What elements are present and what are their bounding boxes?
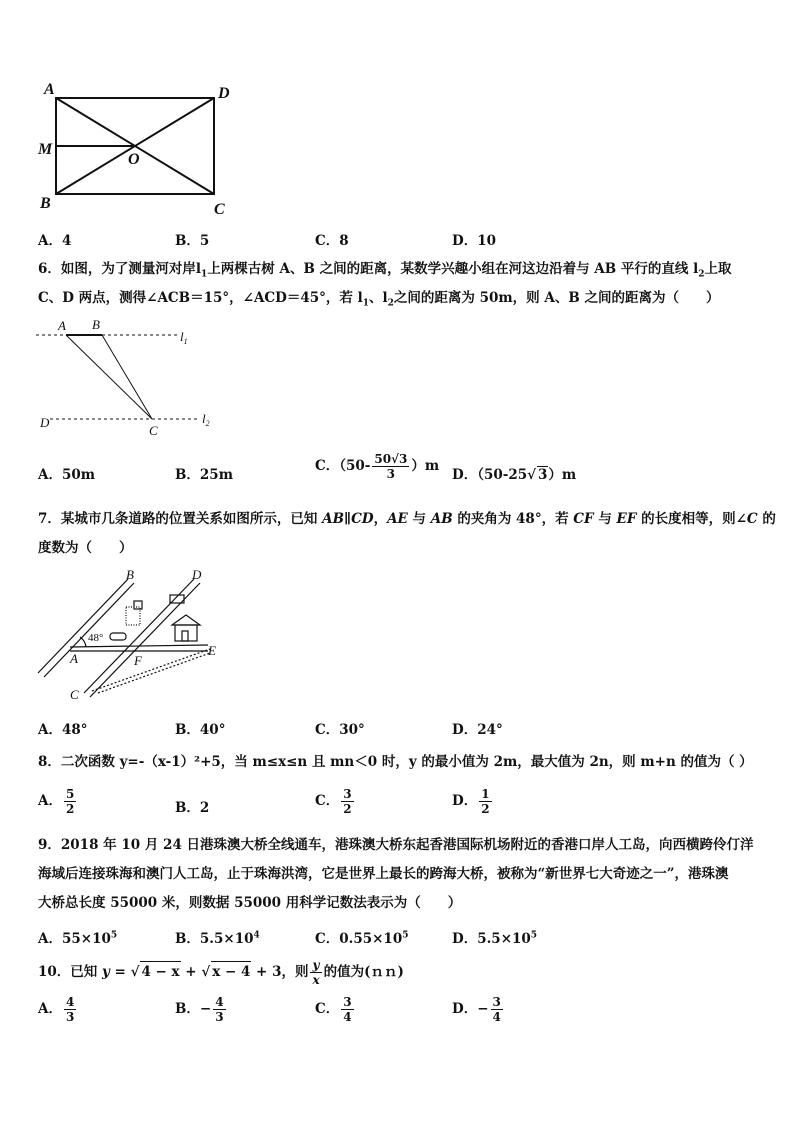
roads-label-B: B [126, 567, 134, 582]
river-label-D: D [40, 415, 50, 430]
q10-option-a: A． $\frac{4}{3}$ [38, 995, 75, 1024]
q7-stem-line2: 度数为（ ） [38, 540, 133, 556]
q10-option-b: B．− $\frac{4}{3}$ [175, 995, 224, 1024]
label-C: C [214, 201, 225, 218]
q9-option-a: A．$55\times 10^5$ [38, 930, 118, 947]
q6-option-d: D．（50-25√ 3）m [452, 467, 577, 483]
q8-option-d: D． $\frac{1}{2}$ [452, 787, 490, 816]
q10-option-c: C． $\frac{3}{4}$ [315, 995, 352, 1024]
q5-option-b: B．5 [175, 233, 210, 249]
river-label-l1: $l_1$ [180, 329, 188, 346]
roads-angle-label: 48° [88, 632, 104, 644]
q9-stem-line2: 海域后连接珠海和澳门人工岛，止于珠海洪湾，它是世界上最长的跨海大桥，被称为“新世界七大奇迹之一”，港珠澳 [38, 866, 729, 882]
q6-option-b: B．25m [175, 467, 233, 483]
q6-stem-line1: 6．如图，为了测量河对岸$l_1$上两棵古树 A、B 之间的距离，某数学兴趣小组在河这边沿着与 AB 平行的直线 $l_2$上取 [38, 261, 732, 280]
river-label-C: C [149, 423, 158, 438]
q5-option-d: D．10 [452, 233, 496, 249]
river-label-B: B [92, 317, 100, 332]
q10-option-d: D．− $\frac{3}{4}$ [452, 995, 501, 1024]
label-A: A [44, 81, 55, 98]
q8-option-a: A． $\frac{5}{2}$ [38, 787, 75, 816]
river-label-A: A [58, 318, 66, 333]
roads-label-C: C [70, 687, 79, 702]
q5-option-c: C．8 [315, 233, 349, 249]
roads-label-E: E [208, 643, 216, 658]
label-D: D [218, 85, 230, 102]
q9-stem-line3: 大桥总长度 55000 米，则数据 55000 用科学记数法表示为（ ） [38, 895, 462, 911]
roads-label-A: A [70, 651, 78, 666]
q9-option-d: D．$5.5\times 10^5$ [452, 930, 538, 947]
q10-stem: 10．已知 y = √ 4 − x + √ x − 4 + 3，则 $\frac{y}{x}$ 的值为(ｎｎ) [38, 958, 404, 987]
q9-option-b: B．$5.5\times 10^4$ [175, 930, 260, 947]
q5-option-a: A．4 [38, 233, 72, 249]
q9-option-c: C．$0.55\times 10^5$ [315, 930, 409, 947]
river-label-l2: $l_2$ [202, 411, 210, 428]
q8-stem: 8．二次函数 y=-（x-1）²+5，当 m≤x≤n 且 mn＜0 时，y 的最小值为 2m，最大值为 2n，则 m+n 的值为（ ） [38, 754, 753, 770]
rectangle-figure [30, 78, 250, 223]
q8-option-b: B．2 [175, 800, 210, 816]
q7-stem-line1: 7．某城市几条道路的位置关系如图所示，已知 AB∥CD，AE 与 AB 的夹角为 48°，若 CF 与 EF 的长度相等，则∠C 的 [38, 511, 776, 527]
q7-option-c: C．30° [315, 722, 365, 738]
roads-label-D: D [192, 567, 202, 582]
q6-option-c: C．（50- $\frac{50√3}{3}$ ）m [315, 452, 440, 481]
q7-option-d: D．24° [452, 722, 503, 738]
label-M: M [38, 141, 53, 158]
q7-option-b: B．40° [175, 722, 226, 738]
label-B: B [40, 195, 51, 212]
roads-figure [30, 565, 230, 705]
label-O: O [128, 151, 140, 168]
roads-label-F: F [134, 653, 142, 668]
q6-option-a: A．50m [38, 467, 96, 483]
q7-option-a: A．48° [38, 722, 88, 738]
q6-stem-line2: C、D 两点，测得∠ACB＝15°，∠ACD＝45°，若 $l_1$、$l_2$之间的距离为 50m，则 A、B 之间的距离为（ ） [38, 290, 720, 309]
q8-option-c: C． $\frac{3}{2}$ [315, 787, 352, 816]
q9-stem-line1: 9．2018 年 10 月 24 日港珠澳大桥全线通车，港珠澳大桥东起香港国际机场附近的香港口岸人工岛，向西横跨伶仃洋 [38, 837, 754, 853]
river-figure [30, 315, 230, 440]
